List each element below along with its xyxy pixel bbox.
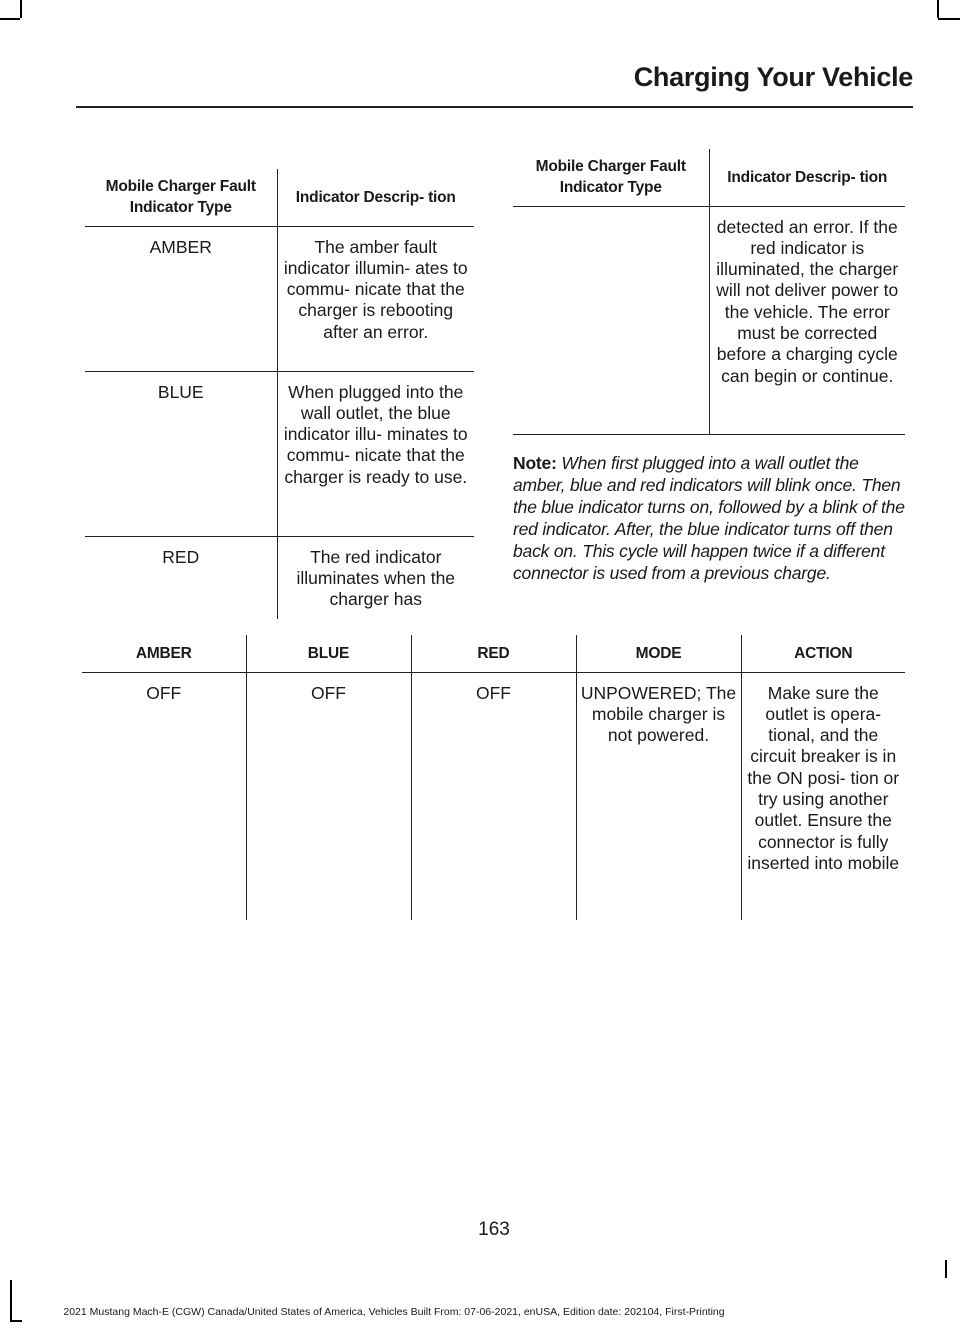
blue-state-cell: OFF (246, 672, 411, 920)
table-row (85, 371, 474, 536)
page-number: 163 (478, 1219, 510, 1240)
column-header-blue: BLUE (246, 635, 411, 672)
fault-indicator-table-continued (513, 149, 905, 435)
indicator-description-cell: detected an error. If the red indicator is illuminated, the charger will not deliver power to the vehicle. The error must be corrected before a charging cycle can begin or continue. (709, 206, 905, 434)
page-title: Charging Your Vehicle (633, 62, 913, 92)
fault-indicator-table (85, 169, 474, 619)
footer-edition-info: 2021 Mustang Mach-E (CGW) Canada/United States of America, Vehicles Built From: 07-06-2021, enUSA, Edition date: 202104, First-Printing (63, 1306, 725, 1318)
table-header-row (85, 169, 474, 226)
crop-mark (938, 18, 960, 20)
crop-mark (20, 0, 22, 18)
note-label: Note: (513, 453, 557, 473)
action-cell: Make sure the outlet is opera- tional, and the circuit breaker is in the ON posi- tion or try using another outlet. Ensure the connector is fully inserted into mobile (741, 672, 905, 920)
table-header-row (513, 149, 905, 206)
red-state-cell: OFF (411, 672, 576, 920)
column-header-indicator-type: Mobile Charger Fault Indicator Type (85, 169, 277, 226)
table-header-row (82, 635, 905, 672)
indicator-type-cell: AMBER (85, 226, 277, 371)
column-header-mode: MODE (576, 635, 741, 672)
note-text: When first plugged into a wall outlet the amber, blue and red indicators will blink once. Then the blue indicator turns on, followed by a blink of the red indicator. After, the blue indicator turns off then back on. This cycle will happen twice if a different connector is used from a previous charge. (513, 453, 905, 583)
amber-state-cell: OFF (146, 682, 182, 703)
table-row (513, 206, 905, 434)
column-header-amber: AMBER (82, 635, 246, 672)
mode-cell: UNPOWERED; The mobile charger is not powered. (576, 672, 741, 920)
indicator-type-cell: RED (162, 546, 200, 567)
note-paragraph (513, 452, 908, 584)
table-row (82, 672, 905, 920)
indicator-description-cell: When plugged into the wall outlet, the blue indicator illu- minates to commu- nicate that the charger is ready to use. (277, 371, 474, 536)
column-header-indicator-type: Mobile Charger Fault Indicator Type (513, 149, 709, 206)
indicator-type-cell (513, 206, 709, 434)
indicator-type-cell: BLUE (85, 371, 277, 536)
table-row (85, 536, 474, 619)
indicator-description-cell: The red indicator illuminates when the charger has (277, 536, 474, 619)
title-divider (76, 106, 913, 108)
column-header-red: RED (411, 635, 576, 672)
crop-mark (10, 1320, 22, 1322)
column-header-action: ACTION (741, 635, 905, 672)
indicator-description-cell: The amber fault indicator illumin- ates to commu- nicate that the charger is rebooting after an error. (277, 226, 474, 371)
crop-mark (937, 0, 939, 18)
crop-mark (0, 18, 20, 20)
column-header-description: Indicator Descrip- tion (709, 149, 905, 206)
charger-mode-table (82, 635, 905, 920)
table-row (85, 226, 474, 371)
column-header-description: Indicator Descrip- tion (277, 169, 474, 226)
crop-mark (945, 1260, 947, 1278)
